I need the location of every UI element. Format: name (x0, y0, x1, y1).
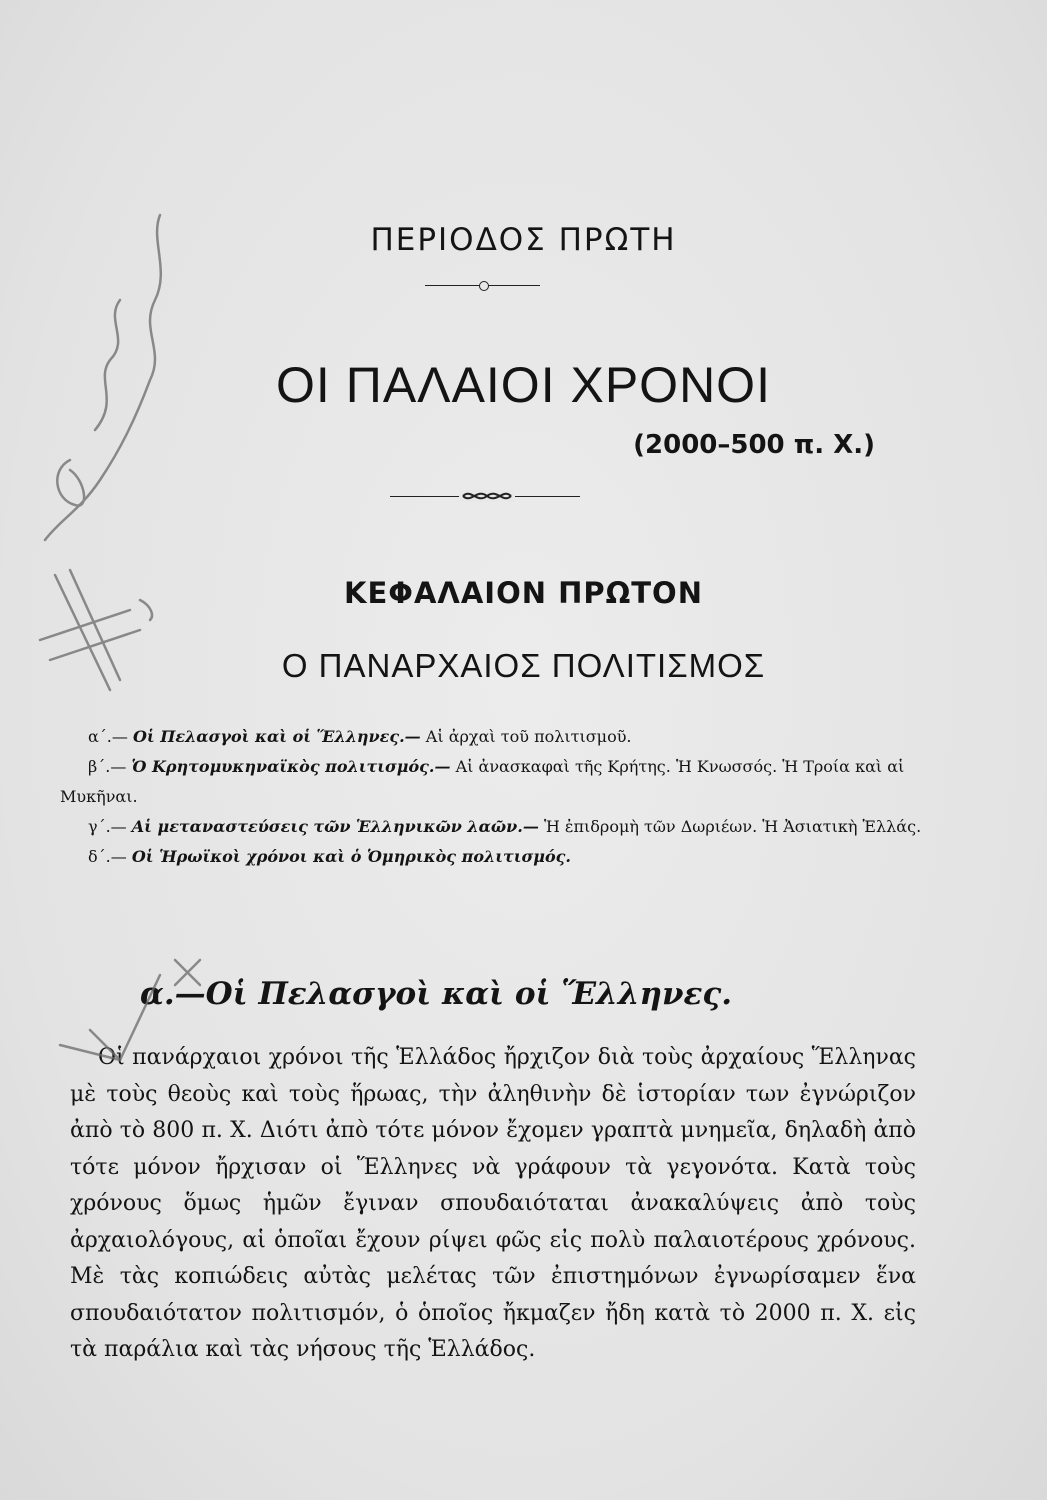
date-range: (2000–500 π. Χ.) (633, 430, 875, 460)
toc-item: γ΄.— Αἱ μεταναστεύσεις τῶν Ἑλληνικῶν λαῶν.— Ἡ ἐπιδρομὴ τῶν Δωριέων. Ἡ Ἀσιατικὴ Ἑλλάς. (88, 817, 922, 836)
divider-ornament-icon (459, 486, 515, 506)
period-heading: ΠΕΡΙΟΔΟΣ ΠΡΩΤΗ (370, 222, 677, 258)
chapter-heading: ΚΕΦΑΛΑΙΟΝ ΠΡΩΤΟΝ (344, 576, 703, 610)
main-title: ΟΙ ΠΑΛΑΙΟΙ ΧΡΟΝΟΙ (276, 357, 771, 413)
chapter-title: Ο ΠΑΝΑΡΧΑΙΟΣ ΠΟΛΙΤΙΣΜΟΣ (281, 647, 766, 684)
table-of-contents (60, 722, 940, 872)
toc-item: α΄.— Οἱ Πελασγοὶ καὶ οἱ Ἕλληνες.— Αἱ ἀρχαὶ τοῦ πολιτισμοῦ. (88, 727, 632, 746)
toc-item: δ΄.— Οἱ Ἡρωϊκοὶ χρόνοι καὶ ὁ Ὁμηρικὸς πολιτισμός. (88, 847, 571, 866)
divider-ornament-icon (479, 281, 489, 291)
body-paragraph: Οἱ πανάρχαιοι χρόνοι τῆς Ἑλλάδος ἤρχιζον διὰ τοὺς ἀρχαίους Ἕλληνας μὲ τοὺς θεοὺς καὶ τοὺς ἥρωας, τὴν ἀληθινὴν δὲ ἱστορίαν των ἐγνώριζον ἀπὸ τὸ 800 π. Χ. Διότι ἀπὸ τότε μόνον ἔχομεν γραπτὰ μνημεῖα, δηλαδὴ ἀπὸ τότε μόνον ἤρχισαν οἱ Ἕλληνες νὰ γράφουν τὰ γεγονότα. Κατὰ τοὺς χρόνους ὅμως ἡμῶν ἔγιναν σπουδαιόταται ἀνακαλύψεις ἀπὸ τοὺς ἀρχαιολόγους, αἱ ὁποῖαι ἔχουν ρίψει φῶς εἰς πολὺ παλαιοτέρους χρόνους. Μὲ τὰς κοπιώδεις αὐτὰς μελέτας τῶν ἐπιστημόνων ἐγνωρίσαμεν ἕνα σπουδαιότατον πολιτισμόν, ὁ ὁποῖος ἤκμαζεν ἤδη κατὰ τὸ 2000 π. Χ. εἰς τὰ παράλια καὶ τὰς νήσους τῆς Ἑλλάδος. (70, 1045, 916, 1362)
toc-item: β΄.— Ὁ Κρητομυκηναϊκὸς πολιτισμός.— Αἱ ἀνασκαφαὶ τῆς Κρήτης. Ἡ Κνωσσός. Ἡ Τροία καὶ αἱ Μυκῆναι. (60, 757, 905, 806)
section-heading: α.—Οἱ Πελασγοὶ καὶ οἱ Ἕλληνες. (140, 976, 733, 1012)
